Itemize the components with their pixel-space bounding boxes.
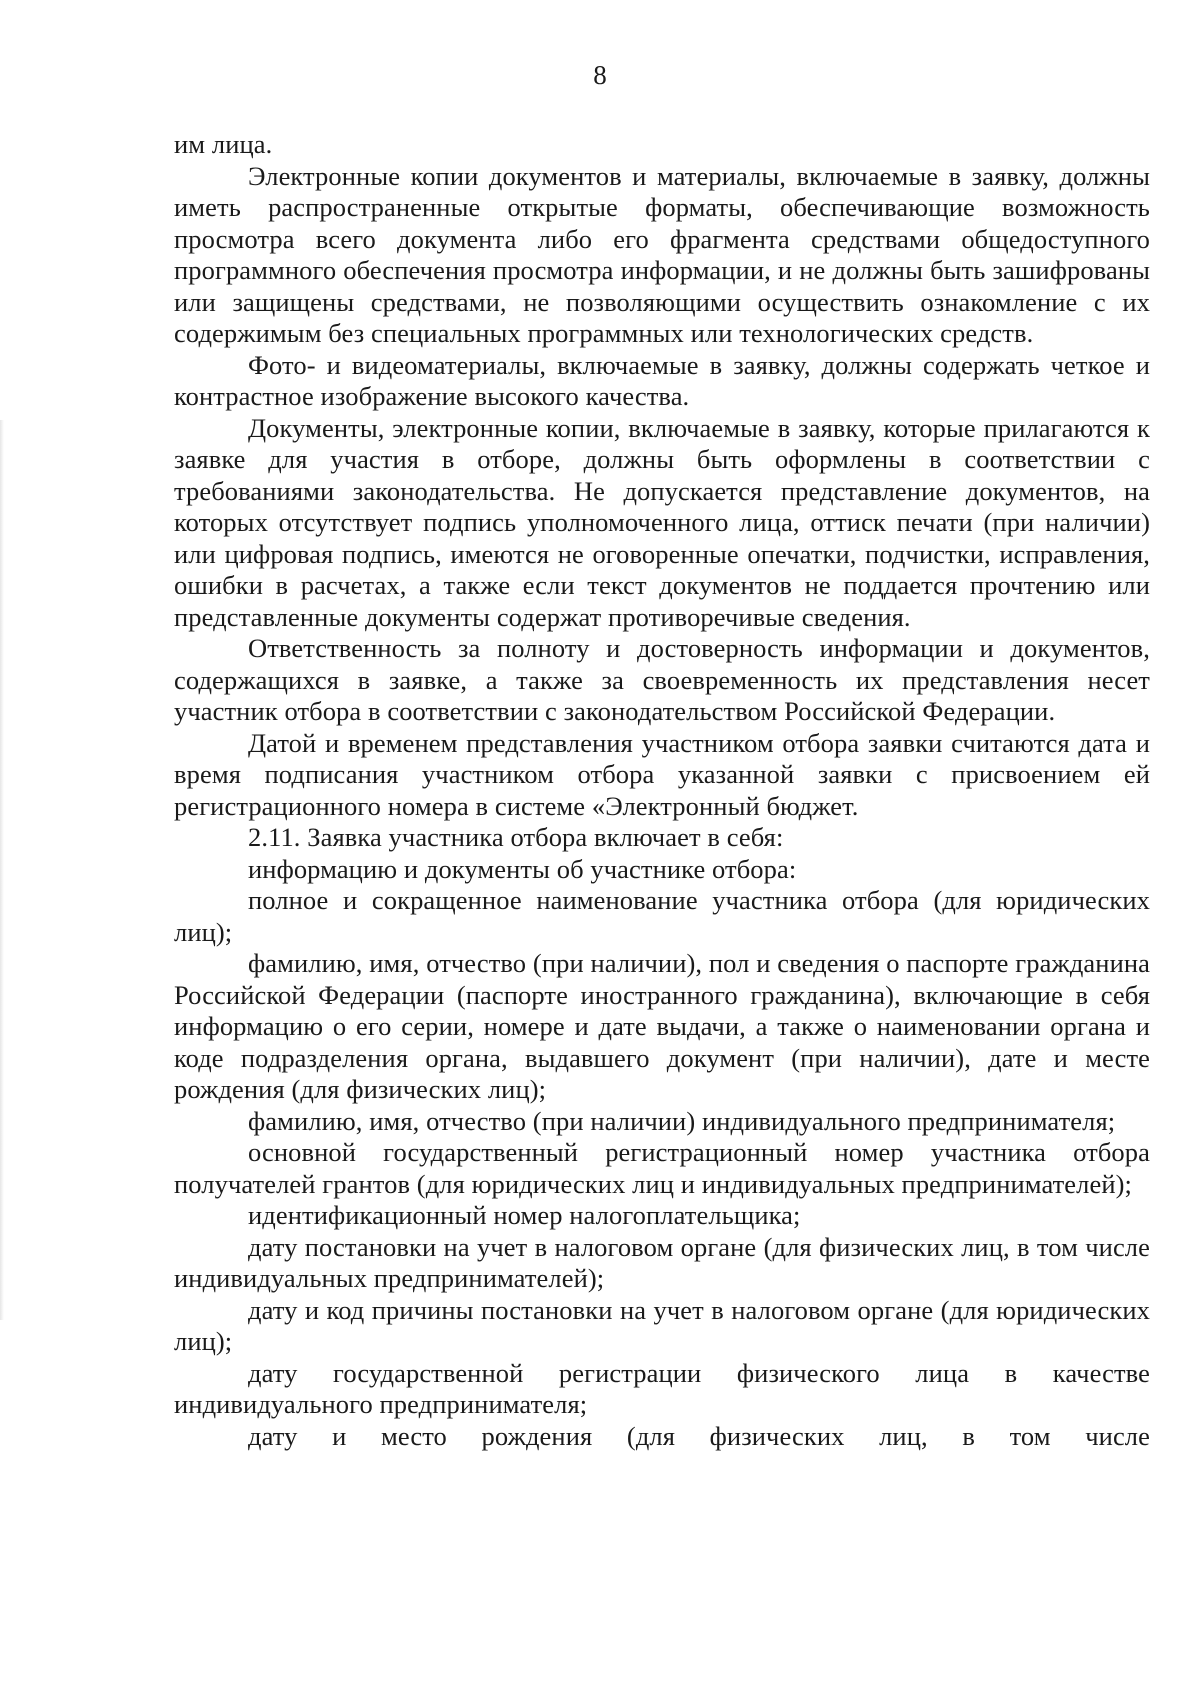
list-item-ogrn: основной государственный регистрационный номер участника отбора получателей грантов (для юридических лиц и индивидуальных предпринимателей); bbox=[174, 1137, 1150, 1199]
paragraph-submission-date: Датой и временем представления участником отбора заявки считаются дата и время подписания участником отбора указанной заявки с присвоением ей регистрационного номера в системе «Электронный бюджет. bbox=[174, 727, 1150, 821]
list-item-entrepreneur-name: фамилию, имя, отчество (при наличии) индивидуального предпринимателя; bbox=[248, 1105, 1116, 1136]
paragraph-participant-info: информацию и документы об участнике отбора: bbox=[248, 853, 797, 884]
paragraph-electronic-copies: Электронные копии документов и материалы, включаемые в заявку, должны иметь распространенные открытые форматы, обеспечивающие возможность просмотра всего документа либо его фрагмента средствами общедоступного программного обеспечения просмотра информации, и не должны быть зашифрованы или защищены средствами, не позволяющими осуществить ознакомление с их содержимым без специальных программных или технологических средств. bbox=[174, 160, 1150, 348]
document-body bbox=[174, 129, 1150, 1452]
paragraph-continuation: им лица. bbox=[174, 129, 273, 159]
page-number: 8 bbox=[593, 60, 607, 90]
list-item-passport: фамилию, имя, отчество (при наличии), пол и сведения о паспорте гражданина Российской Федерации (паспорте иностранного гражданина), включающие в себя информацию о его серии, номере и дате выдачи, а также о наименовании органа и коде подразделения органа, выдавшего документ (при наличии), дате и месте рождения (для физических лиц); bbox=[174, 948, 1150, 1104]
list-item-full-name: полное и сокращенное наименование участника отбора (для юридических лиц); bbox=[174, 885, 1150, 947]
list-item-inn: идентификационный номер налогоплательщика; bbox=[248, 1200, 801, 1230]
paragraph-photo-video: Фото- и видеоматериалы, включаемые в заявку, должны содержать четкое и контрастное изображение высокого качества. bbox=[174, 349, 1150, 411]
scan-edge-shadow bbox=[0, 420, 4, 1320]
paragraph-responsibility: Ответственность за полноту и достоверность информации и документов, содержащихся в заявке, а также за своевременность их представления несет участник отбора в соответствии с законодательством Российской Федерации. bbox=[174, 633, 1150, 726]
list-item-state-registration: дату государственной регистрации физического лица в качестве индивидуального предпринимателя; bbox=[174, 1357, 1150, 1419]
paragraph-section-2-11: 2.11. Заявка участника отбора включает в себя: bbox=[248, 822, 784, 852]
list-item-birth-date: дату и место рождения (для физических лиц, в том числе bbox=[248, 1420, 1150, 1451]
list-item-kpp: дату и код причины постановки на учет в налоговом органе (для юридических лиц); bbox=[174, 1294, 1150, 1356]
paragraph-documents-requirements: Документы, электронные копии, включаемые в заявку, которые прилагаются к заявке для участия в отборе, должны быть оформлены в соответствии с требованиями законодательства. Не допускается представление документов, на которых отсутствует подпись уполномоченного лица, оттиск печати (при наличии) или цифровая подпись, имеются не оговоренные опечатки, подчистки, исправления, ошибки в расчетах, а также если текст документов не поддается прочтению или представленные документы содержат противоречивые сведения. bbox=[174, 412, 1150, 632]
list-item-tax-registration-date: дату постановки на учет в налоговом органе (для физических лиц, в том числе индивидуальных предпринимателей); bbox=[174, 1231, 1150, 1293]
